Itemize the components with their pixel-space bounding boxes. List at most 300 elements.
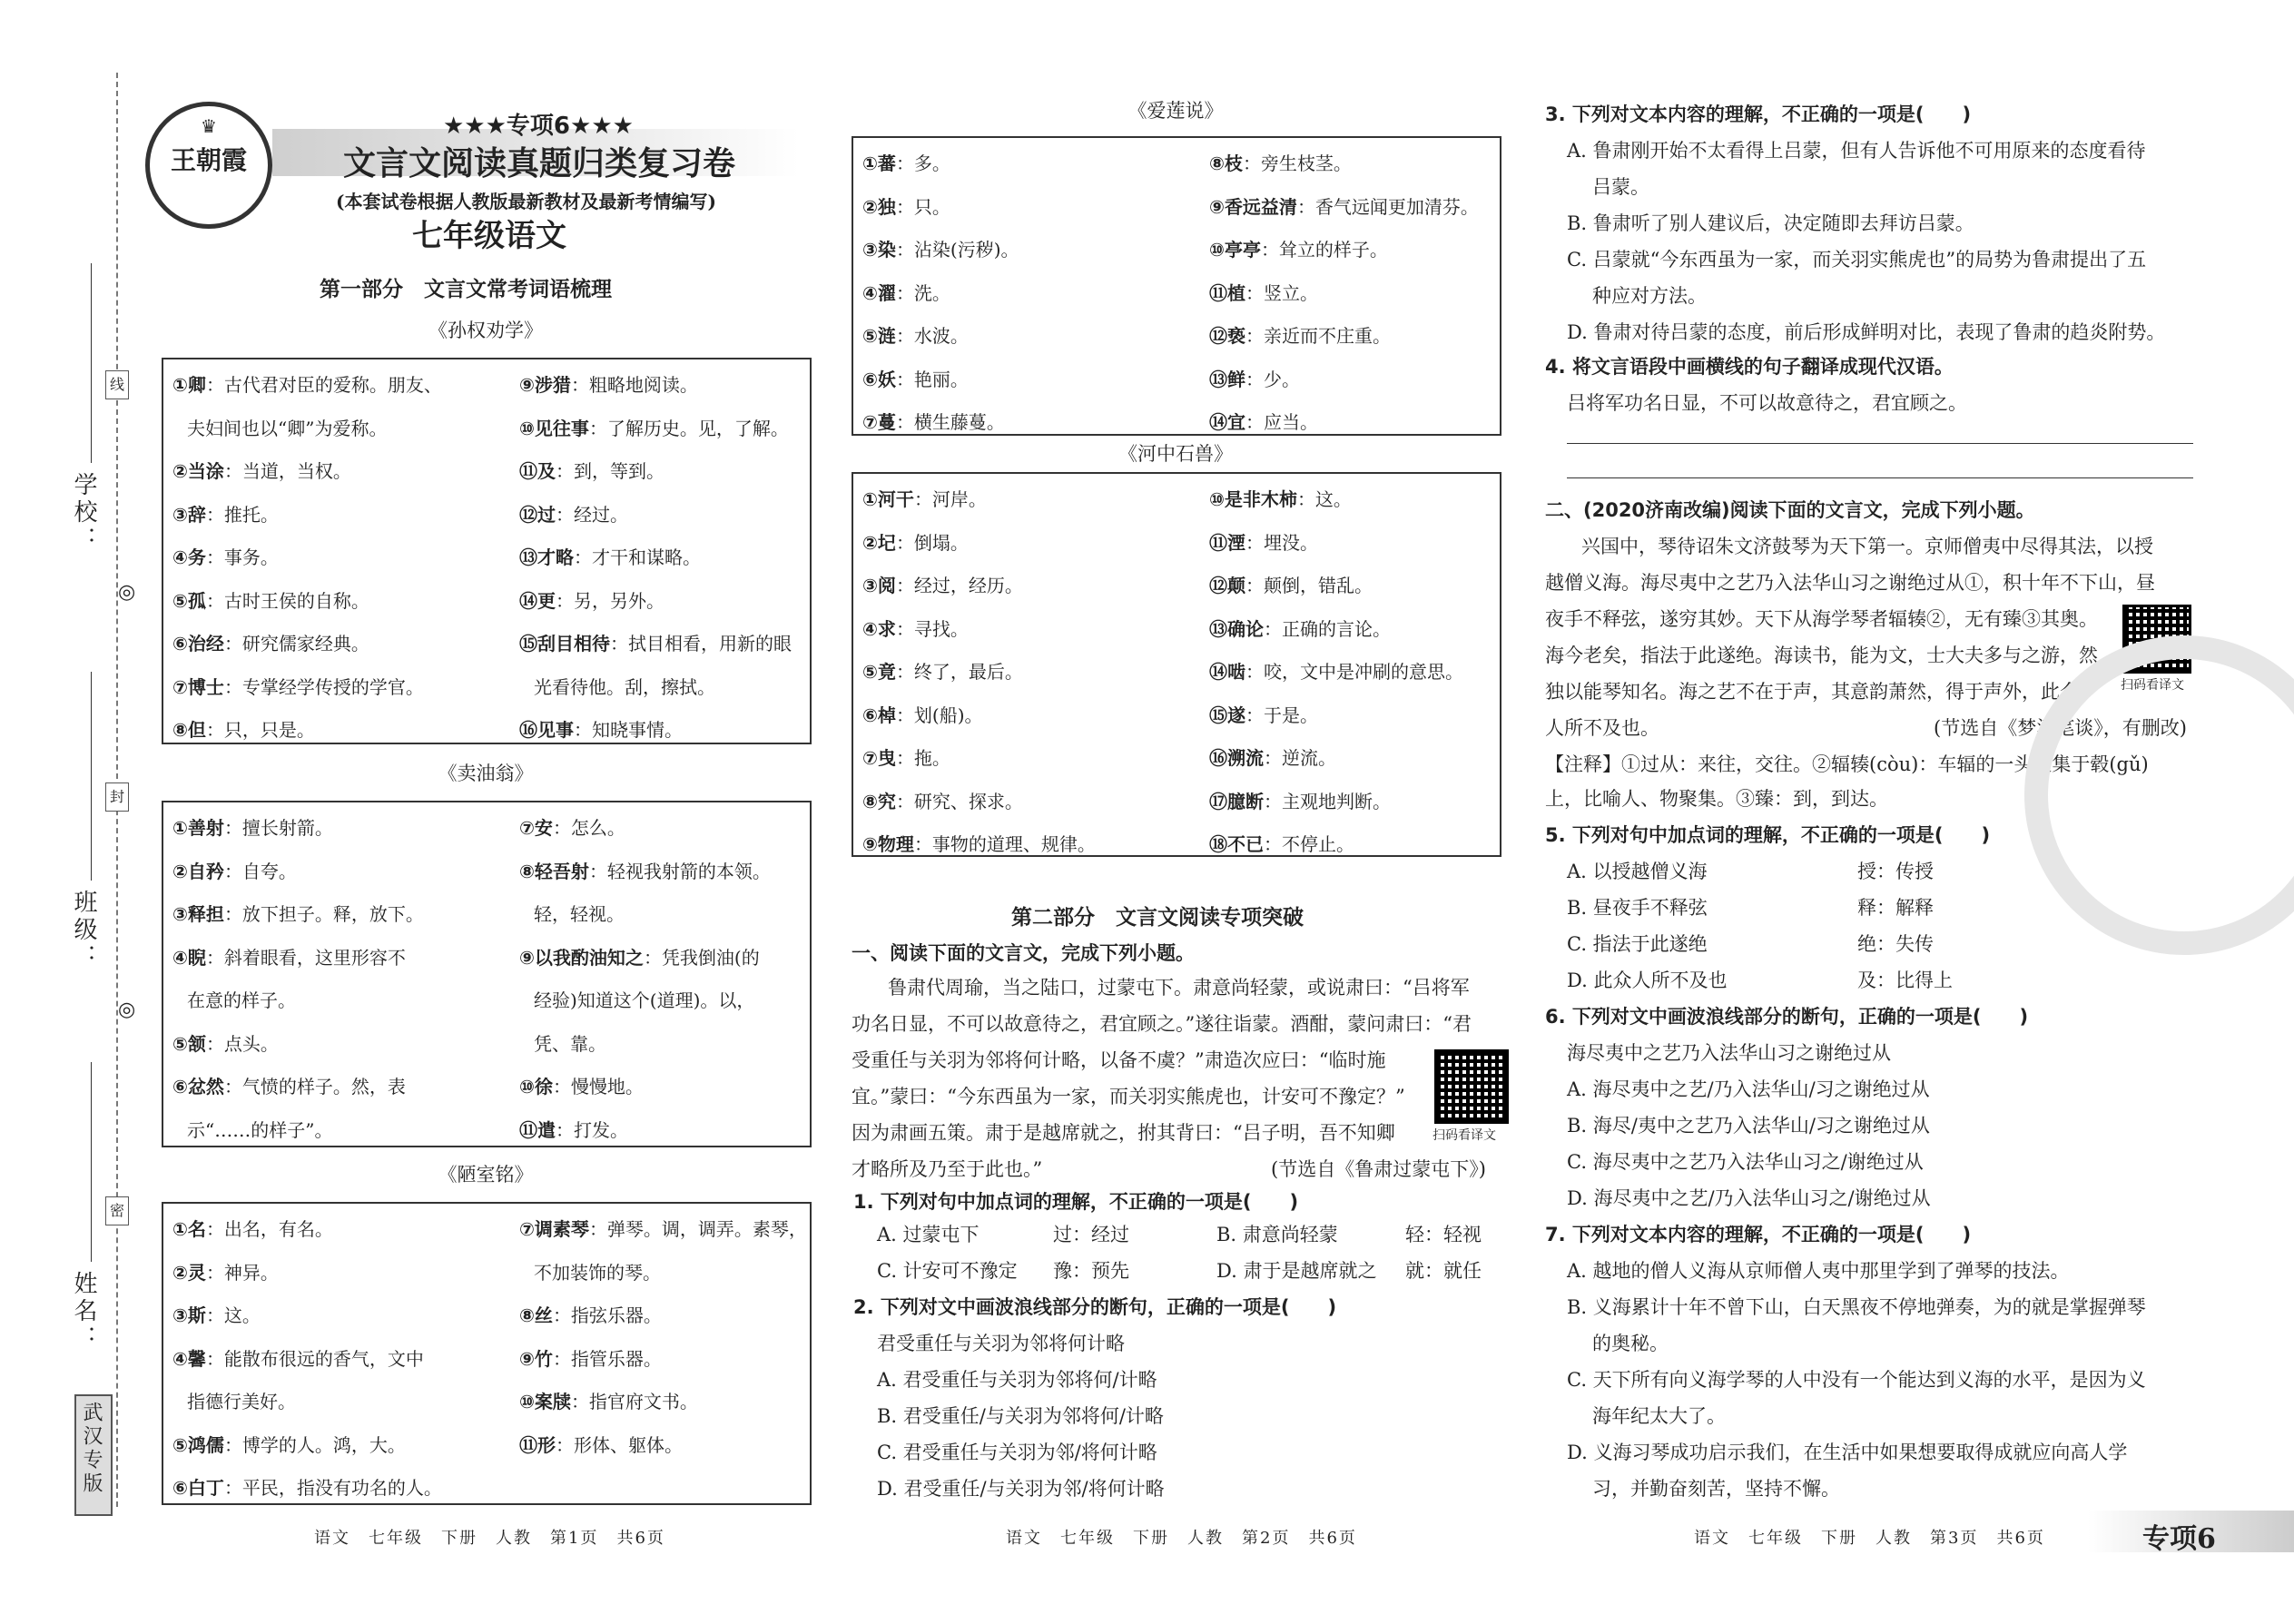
vocab-term: ④务 bbox=[172, 546, 206, 568]
vocab-definition: ：划(船)。 bbox=[895, 704, 983, 726]
part1-title: 第一部分 文言文常考词语梳理 bbox=[320, 278, 612, 301]
vocab-term: ⑦安 bbox=[519, 817, 553, 839]
vocab-term: ⑩亭亭 bbox=[1209, 239, 1261, 261]
q7-stem: 7. 下列对文本内容的理解，不正确的一项是( ) bbox=[1545, 1224, 1972, 1245]
vocab-term: ②灵 bbox=[172, 1261, 206, 1284]
vocab-entry bbox=[172, 370, 442, 397]
vocab-term: ⑫亵 bbox=[1209, 325, 1245, 347]
vocab-entry bbox=[519, 1344, 662, 1371]
option-text[interactable]: 吕蒙。 bbox=[1592, 176, 1649, 198]
vocab-term: ⑮刮目相待 bbox=[519, 633, 610, 655]
vocab-definition: ：形体、躯体。 bbox=[556, 1433, 683, 1456]
vocab-definition: ：到，等到。 bbox=[556, 460, 665, 482]
vocab-entry bbox=[172, 673, 424, 699]
vocab-definition: 光看待他。刮，擦拭。 bbox=[534, 675, 715, 698]
vocab-term: ⑪形 bbox=[519, 1433, 556, 1456]
vocab-term: ⑪遣 bbox=[519, 1118, 556, 1141]
vocab-definition: ：凭我倒油(的 bbox=[643, 946, 760, 969]
vocab-term: ③释担 bbox=[172, 903, 224, 925]
vocab-entry bbox=[172, 943, 406, 969]
text-line: 夜手不释弦，遂穷其妙。天下从海学琴者辐辏②，无有臻③其奥。 bbox=[1545, 608, 2098, 630]
page-title: 文言文阅读真题归类复习卷 bbox=[343, 145, 736, 182]
vocab-term: ③阅 bbox=[862, 575, 896, 596]
vocab-definition: ：经过。 bbox=[556, 503, 628, 526]
vocab-table-maiyouweng bbox=[162, 801, 812, 1147]
vocab-definition: 轻，轻视。 bbox=[534, 903, 625, 925]
vocab-term: ②当涂 bbox=[172, 460, 224, 482]
vocab-definition: ：埋没。 bbox=[1245, 531, 1318, 554]
vocab-entry bbox=[172, 1072, 406, 1098]
vocab-definition: ：沾染(污秽)。 bbox=[895, 239, 1019, 261]
vocab-term: ⑤孤 bbox=[172, 589, 206, 612]
vocab-entry bbox=[172, 1301, 261, 1327]
option-gloss[interactable]: 就：就任 bbox=[1405, 1260, 1482, 1282]
vocab-term: ⑭宜 bbox=[1209, 411, 1245, 433]
vocab-term: ⑥妖 bbox=[862, 368, 896, 390]
vocab-term: ⑪湮 bbox=[1209, 531, 1245, 554]
vocab-entry bbox=[172, 500, 279, 527]
option-text[interactable]: C. 海尽夷中之艺乃入法华山习之/谢绝过从 bbox=[1567, 1151, 1924, 1173]
option-text[interactable]: B. 君受重任/与关羽为邻将何/计略 bbox=[877, 1405, 1164, 1427]
section-title-hezhongshishou: 《河中石兽》 bbox=[1118, 443, 1233, 465]
vocab-definition: ：粗略地阅读。 bbox=[570, 374, 698, 396]
text-line: 功名日显，不可以故意待之，君宜顾之。”遂往诣蒙。酒酣，蒙问肃曰：“君 bbox=[852, 1013, 1472, 1035]
vocab-entry bbox=[862, 657, 1023, 684]
vocab-entry bbox=[172, 1473, 442, 1500]
vocab-definition: ：才干和谋略。 bbox=[574, 546, 701, 568]
option-text[interactable]: B. 肃意尚轻蒙 bbox=[1216, 1224, 1338, 1245]
text-line: 人所不及也。 bbox=[1545, 717, 1659, 739]
vocab-entry bbox=[519, 715, 683, 742]
vocab-definition: ：慢慢地。 bbox=[552, 1076, 644, 1097]
option-text[interactable]: C. 天下所有向义海学琴的人中没有一个能达到义海的水平，是因为义 bbox=[1567, 1369, 2146, 1391]
vocab-definition: ：指弦乐器。 bbox=[552, 1304, 662, 1326]
vocab-definition: ：多。 bbox=[895, 153, 950, 174]
vocab-definition: ：倒塌。 bbox=[895, 531, 969, 554]
vocab-term: ⑫过 bbox=[519, 503, 556, 526]
vocab-term: ⑦调素琴 bbox=[519, 1218, 589, 1240]
vocab-entry bbox=[862, 743, 950, 770]
vocab-table-sunquan bbox=[162, 358, 812, 744]
vocab-term: ⑩徐 bbox=[519, 1076, 553, 1097]
vocab-entry bbox=[862, 149, 950, 175]
vocab-definition: ：亲近而不庄重。 bbox=[1245, 325, 1391, 347]
vocab-term: ⑫颠 bbox=[1209, 575, 1245, 596]
option-text[interactable]: D. 君受重任/与关羽为邻/将何计略 bbox=[877, 1478, 1165, 1500]
vocab-definition: ：研究儒家经典。 bbox=[223, 633, 369, 655]
vocab-term: ④睨 bbox=[172, 946, 206, 969]
vocab-term: ⑨涉猎 bbox=[519, 374, 571, 396]
vocab-definition: ：气愤的样子。然，表 bbox=[223, 1076, 406, 1097]
vocab-term: ⑧轻吾射 bbox=[519, 860, 589, 882]
q2-sentence: 君受重任与关羽为邻将何计略 bbox=[877, 1333, 1125, 1354]
vocab-term: ⑭更 bbox=[519, 589, 556, 612]
option-text[interactable]: A. 过蒙屯下 bbox=[877, 1224, 980, 1245]
text-line: 因为肃画五策。肃于是越席就之，拊其背曰：“吕子明，吾不知卿 bbox=[852, 1122, 1395, 1144]
text-line: 海今老矣，指法于此遂绝。海读书，能为文，士大夫多与之游，然 bbox=[1545, 645, 2098, 666]
vocab-entry bbox=[172, 900, 424, 926]
option-text[interactable]: B. 鲁肃听了别人建议后，决定随即去拜访吕蒙。 bbox=[1567, 212, 1974, 234]
text-line: 越僧义海。海尽夷中之艺乃入法华山习之谢绝过从①，积十年不下山，昼 bbox=[1545, 572, 2155, 594]
vocab-definition: ：知晓事情。 bbox=[574, 719, 683, 741]
name-label: 姓名： bbox=[70, 1271, 97, 1353]
class-field[interactable] bbox=[91, 672, 92, 881]
vocab-definition: 凭、靠。 bbox=[534, 1032, 606, 1055]
option-gloss[interactable]: 轻：轻视 bbox=[1405, 1224, 1482, 1245]
vocab-term: ①名 bbox=[172, 1218, 206, 1240]
vocab-entry bbox=[172, 1258, 279, 1284]
vocab-entry bbox=[519, 457, 665, 483]
option-text[interactable]: B. 海尽/夷中之艺乃入法华山/习之谢绝过从 bbox=[1567, 1115, 1930, 1137]
vocab-entry bbox=[534, 986, 754, 1012]
vocab-entry bbox=[187, 414, 387, 440]
option-text[interactable]: A. 鲁肃刚开始不太看得上吕蒙，但有人告诉他不可用原来的态度看待 bbox=[1567, 140, 2146, 162]
vocab-entry bbox=[862, 235, 1019, 261]
vocab-entry bbox=[187, 986, 296, 1012]
vocab-entry bbox=[519, 543, 701, 569]
vocab-definition: ：专掌经学传授的学官。 bbox=[223, 675, 424, 698]
vocab-entry bbox=[519, 1116, 628, 1142]
vocab-term: ⑤涟 bbox=[862, 325, 896, 347]
badge-label: ★★★专项6★★★ bbox=[443, 113, 634, 140]
school-field[interactable] bbox=[91, 263, 92, 463]
q4-stem: 4. 将文言语段中画横线的句子翻译成现代汉语。 bbox=[1545, 356, 1954, 378]
vocab-definition: ：斜着眼看，这里形容不 bbox=[205, 946, 406, 969]
vocab-entry bbox=[1209, 235, 1388, 261]
vocab-term: ⑩是非木柿 bbox=[1209, 488, 1297, 510]
option-text[interactable]: C. 吕蒙就“今东西虽为一家，而关羽实熊虎也”的局势为鲁肃提出了五 bbox=[1567, 249, 2147, 271]
option-gloss[interactable]: 授：传授 bbox=[1857, 861, 1934, 882]
section2-heading: 二、(2020济南改编)阅读下面的文言文，完成下列小题。 bbox=[1545, 499, 2035, 521]
vocab-definition: ：应当。 bbox=[1245, 411, 1318, 433]
vocab-term: ⑩见往事 bbox=[519, 417, 589, 439]
vocab-entry bbox=[1209, 787, 1391, 813]
qr-code-icon[interactable] bbox=[1434, 1049, 1509, 1124]
vocab-definition: ：经过，经历。 bbox=[895, 575, 1023, 596]
text-line: 受重任与关羽为邻将何计略，以备不虞？”肃造次应曰：“临时施 bbox=[852, 1049, 1386, 1071]
school-label: 学校： bbox=[70, 472, 97, 554]
option-gloss[interactable]: 及：比得上 bbox=[1857, 969, 1953, 991]
vocab-term: ②自矜 bbox=[172, 860, 224, 882]
vocab-definition: ：只，只是。 bbox=[205, 719, 315, 741]
vocab-entry bbox=[519, 629, 792, 655]
option-text[interactable]: D. 海尽夷中之艺/乃入法华山习之/谢绝过从 bbox=[1567, 1187, 1931, 1209]
vocab-term: ⑦曳 bbox=[862, 747, 896, 769]
vocab-definition: ：水波。 bbox=[895, 325, 969, 347]
vocab-entry bbox=[862, 615, 969, 641]
vocab-entry bbox=[1209, 149, 1352, 175]
option-text[interactable]: B. 昼夜手不释弦 bbox=[1567, 897, 1708, 919]
vocab-definition: ：少。 bbox=[1245, 368, 1300, 390]
vocab-definition: 在意的样子。 bbox=[187, 989, 296, 1011]
vocab-entry bbox=[519, 1072, 644, 1098]
vocab-term: ⑥忿然 bbox=[172, 1076, 224, 1097]
answer-line[interactable] bbox=[1567, 477, 2193, 478]
vocab-entry bbox=[1209, 192, 1479, 219]
vocab-term: ⑥治经 bbox=[172, 633, 224, 655]
vocab-entry bbox=[862, 701, 983, 727]
q2-stem: 2. 下列对文中画波浪线部分的断句，正确的一项是( ) bbox=[853, 1296, 1337, 1318]
vocab-definition: ：指管乐器。 bbox=[552, 1347, 662, 1370]
vocab-term: ③染 bbox=[862, 239, 896, 261]
vocab-entry bbox=[519, 500, 628, 527]
vocab-entry bbox=[187, 1116, 332, 1142]
vocab-definition: ：只。 bbox=[895, 195, 950, 218]
vocab-term: ⑬才略 bbox=[519, 546, 574, 568]
vocab-table-ailianshuo bbox=[852, 136, 1501, 436]
option-gloss[interactable]: 过：经过 bbox=[1053, 1224, 1129, 1245]
vocab-entry bbox=[534, 1258, 661, 1284]
option-text[interactable]: 海年纪太大了。 bbox=[1592, 1405, 1726, 1427]
subtitle-note: (本套试卷根据人教版最新教材及最新考情编写) bbox=[336, 191, 716, 212]
vocab-definition: ：颠倒，错乱。 bbox=[1245, 575, 1373, 596]
option-gloss[interactable]: 释：解释 bbox=[1857, 897, 1934, 919]
vocab-entry bbox=[862, 787, 1023, 813]
crown-icon: ♛ bbox=[201, 115, 217, 137]
vocab-definition: ：神异。 bbox=[205, 1261, 279, 1284]
vocab-entry bbox=[172, 1029, 279, 1056]
vocab-table-loushiming bbox=[162, 1202, 812, 1505]
vocab-entry bbox=[862, 830, 1096, 856]
corner-tag: 专项6 bbox=[2088, 1511, 2294, 1552]
vocab-entry bbox=[862, 485, 987, 511]
vocab-term: ①蕃 bbox=[862, 153, 896, 174]
vocab-entry bbox=[862, 571, 1023, 597]
option-text[interactable]: 的奥秘。 bbox=[1592, 1333, 1669, 1354]
vocab-term: ⑨香远益清 bbox=[1209, 195, 1297, 218]
vocab-definition: 经验)知道这个(道理)。以， bbox=[534, 989, 755, 1011]
vocab-definition: ：耸立的样子。 bbox=[1260, 239, 1388, 261]
vocab-definition: ：出名，有名。 bbox=[205, 1218, 333, 1240]
vocab-entry bbox=[172, 813, 333, 840]
vocab-definition: ：博学的人。鸿，大。 bbox=[223, 1433, 406, 1456]
vocab-definition: ：逆流。 bbox=[1264, 747, 1336, 769]
vocab-entry bbox=[1209, 408, 1318, 434]
option-text[interactable]: 种应对方法。 bbox=[1592, 285, 1707, 307]
vocab-term: ①河干 bbox=[862, 488, 914, 510]
option-text[interactable]: B. 义海累计十年不曾下山，白天黑夜不停地弹奏，为的就是掌握弹琴 bbox=[1567, 1296, 2146, 1318]
vocab-term: ⑪及 bbox=[519, 460, 556, 482]
vocab-term: ④濯 bbox=[862, 281, 896, 304]
vocab-definition: ：研究、探求。 bbox=[895, 790, 1023, 812]
vocab-definition: ：于是。 bbox=[1245, 704, 1318, 726]
vocab-term: ⑰臆断 bbox=[1209, 790, 1264, 812]
class-label: 班级： bbox=[70, 890, 97, 971]
vocab-term: ②圮 bbox=[862, 531, 896, 554]
vocab-definition: ：咬，文中是冲刷的意思。 bbox=[1245, 661, 1463, 683]
option-text[interactable]: D. 鲁肃对待吕蒙的态度，前后形成鲜明对比，表现了鲁肃的趋炎附势。 bbox=[1567, 321, 2166, 343]
vocab-term: ③斯 bbox=[172, 1304, 206, 1326]
vocab-definition: ：古代君对臣的爱称。朋友、 bbox=[205, 374, 442, 396]
option-text[interactable]: C. 指法于此遂绝 bbox=[1567, 933, 1708, 955]
vocab-definition: ：平民，指没有功名的人。 bbox=[223, 1477, 442, 1499]
option-text[interactable]: A. 以授越僧义海 bbox=[1567, 861, 1708, 882]
vocab-term: ⑨物理 bbox=[862, 833, 914, 855]
vocab-term: ⑨以我酌油知之 bbox=[519, 946, 644, 969]
text-line: 独以能琴知名。海之艺不在于声，其意韵萧然，得于声外，此众 bbox=[1545, 681, 2079, 703]
option-gloss[interactable]: 绝：失传 bbox=[1857, 933, 1934, 955]
q1-stem: 1. 下列对句中加点词的理解，不正确的一项是( ) bbox=[853, 1191, 1299, 1213]
vocab-entry bbox=[534, 900, 625, 926]
vocab-definition: ：轻视我射箭的本领。 bbox=[588, 860, 771, 882]
vocab-entry bbox=[172, 586, 369, 613]
vocab-definition: ：事务。 bbox=[205, 546, 279, 568]
vocab-definition: ：洗。 bbox=[895, 281, 950, 304]
vocab-definition: ：放下担子。释，放下。 bbox=[223, 903, 424, 925]
vocab-definition: ：点头。 bbox=[205, 1032, 279, 1055]
vocab-entry bbox=[1209, 365, 1300, 391]
note-line: 【注释】①过从：来往，交往。②辐辏(còu)：车辐的一头聚集于毂(gǔ) bbox=[1545, 753, 2149, 775]
vocab-entry bbox=[1209, 528, 1318, 555]
option-text[interactable]: C. 计安可不豫定 bbox=[877, 1260, 1018, 1282]
vocab-entry bbox=[1209, 701, 1318, 727]
vocab-term: ⑧但 bbox=[172, 719, 206, 741]
qr-label: 扫码看译文 bbox=[1433, 1128, 1496, 1143]
vocab-term: ⑯溯流 bbox=[1209, 747, 1264, 769]
vocab-term: ⑤颔 bbox=[172, 1032, 206, 1055]
brand-logo: ♛ 王朝霞 bbox=[145, 102, 272, 229]
vocab-entry bbox=[862, 321, 969, 348]
vocab-term: ①善射 bbox=[172, 817, 224, 839]
vocab-definition: 指德行美好。 bbox=[187, 1391, 296, 1412]
vocab-definition: ：河岸。 bbox=[913, 488, 987, 510]
section-title-maiyouweng: 《卖油翁》 bbox=[438, 763, 534, 784]
seal-mark-feng: 封 bbox=[105, 782, 129, 812]
vocab-definition: ：拖。 bbox=[895, 747, 950, 769]
vocab-entry bbox=[519, 943, 760, 969]
option-text[interactable]: D. 义海习琴成功启示我们，在生活中如果想要取得成就应向高人学 bbox=[1567, 1442, 2128, 1463]
q3-stem: 3. 下列对文本内容的理解，不正确的一项是( ) bbox=[1545, 103, 1972, 125]
option-text[interactable]: C. 君受重任与关羽为邻/将何计略 bbox=[877, 1442, 1157, 1463]
vocab-term: ⑱不已 bbox=[1209, 833, 1264, 855]
vocab-definition: ：怎么。 bbox=[552, 817, 625, 839]
option-text[interactable]: A. 越地的僧人义海从京师僧人夷中那里学到了弹琴的技法。 bbox=[1567, 1260, 2070, 1282]
vocab-term: ③辞 bbox=[172, 503, 206, 526]
section-title-loushiming: 《陋室铭》 bbox=[438, 1164, 534, 1186]
vocab-entry bbox=[1209, 279, 1318, 305]
part2-title: 第二部分 文言文阅读专项突破 bbox=[1011, 906, 1304, 930]
vocab-entry bbox=[1209, 743, 1336, 770]
footer-page-3: 语文 七年级 下册 人教 第3页 共6页 bbox=[1694, 1529, 2045, 1548]
vocab-term: ⑯见事 bbox=[519, 719, 574, 741]
vocab-definition: ：打发。 bbox=[556, 1118, 628, 1141]
vocab-term: ⑥棹 bbox=[862, 704, 896, 726]
vocab-term: ①卿 bbox=[172, 374, 206, 396]
vocab-definition: ：弹琴。调，调弄。素琴， bbox=[588, 1218, 807, 1240]
vocab-entry bbox=[519, 1301, 662, 1327]
vocab-entry bbox=[172, 629, 369, 655]
option-text[interactable]: A. 君受重任与关羽为邻将何/计略 bbox=[877, 1369, 1157, 1391]
name-field[interactable] bbox=[91, 1062, 92, 1262]
vocab-entry bbox=[1209, 657, 1463, 684]
option-text[interactable]: D. 此众人所不及也 bbox=[1567, 969, 1728, 991]
qr-label: 扫码看译文 bbox=[2121, 678, 2184, 693]
answer-line[interactable] bbox=[1567, 443, 2193, 444]
section1-heading: 一、阅读下面的文言文，完成下列小题。 bbox=[852, 942, 1195, 964]
vocab-definition: ：不停止。 bbox=[1264, 833, 1354, 855]
vocab-entry bbox=[1209, 830, 1354, 856]
vocab-entry bbox=[172, 1215, 333, 1241]
vocab-term: ⑦博士 bbox=[172, 675, 224, 698]
q5-stem: 5. 下列对句中加点词的理解，不正确的一项是( ) bbox=[1545, 824, 1991, 846]
vocab-term: ⑮遂 bbox=[1209, 704, 1245, 726]
vocab-term: ⑧究 bbox=[862, 790, 896, 812]
vocab-entry bbox=[1209, 571, 1373, 597]
vocab-term: ⑪植 bbox=[1209, 281, 1245, 304]
vocab-entry bbox=[862, 408, 1005, 434]
vocab-term: ④求 bbox=[862, 617, 896, 640]
vocab-definition: ：了解历史。见，了解。 bbox=[588, 417, 789, 439]
vocab-entry bbox=[519, 414, 789, 440]
vocab-term: ⑬鲜 bbox=[1209, 368, 1245, 390]
seal-mark-xian: 线 bbox=[105, 370, 129, 399]
vocab-entry bbox=[172, 857, 297, 883]
section-title-sunquan: 《孙权劝学》 bbox=[428, 320, 543, 341]
vocab-definition: ：横生藤蔓。 bbox=[895, 411, 1005, 433]
vocab-definition: ：终了，最后。 bbox=[895, 661, 1023, 683]
vocab-term: ⑭啮 bbox=[1209, 661, 1245, 683]
vocab-definition: ：这。 bbox=[1296, 488, 1352, 510]
seal-mark-mi: 密 bbox=[105, 1196, 129, 1225]
vocab-term: ⑬确论 bbox=[1209, 617, 1264, 640]
vocab-entry bbox=[862, 192, 950, 219]
vocab-entry bbox=[172, 1344, 424, 1371]
footer-page-2: 语文 七年级 下册 人教 第2页 共6页 bbox=[1006, 1529, 1357, 1548]
option-gloss[interactable]: 豫：预先 bbox=[1053, 1260, 1129, 1282]
vocab-term: ⑥白丁 bbox=[172, 1477, 224, 1499]
vocab-term: ⑦蔓 bbox=[862, 411, 896, 433]
vocab-definition: ：竖立。 bbox=[1245, 281, 1318, 304]
vocab-entry bbox=[1209, 485, 1352, 511]
option-text[interactable]: A. 海尽夷中之艺/乃入法华山/习之谢绝过从 bbox=[1567, 1078, 1930, 1100]
text-line: 兴国中，琴待诏朱文济鼓琴为天下第一。京师僧夷中尽得其法，以授 bbox=[1581, 536, 2153, 557]
vocab-entry bbox=[519, 1215, 807, 1241]
vocab-definition: ：艳丽。 bbox=[895, 368, 969, 390]
vocab-term: ⑧枝 bbox=[1209, 153, 1243, 174]
vocab-definition: ：推托。 bbox=[205, 503, 279, 526]
q6-stem: 6. 下列对文中画波浪线部分的断句，正确的一项是( ) bbox=[1545, 1006, 2029, 1028]
vocab-definition: 示“……的样子”。 bbox=[187, 1118, 333, 1141]
vocab-definition: 夫妇间也以“卿”为爱称。 bbox=[187, 417, 388, 439]
vocab-term: ⑤竟 bbox=[862, 661, 896, 683]
vocab-entry bbox=[519, 370, 698, 397]
seal-circle-icon: ◎ bbox=[118, 581, 136, 604]
vocab-term: ⑤鸿儒 bbox=[172, 1433, 224, 1456]
section-title-ailianshuo: 《爱莲说》 bbox=[1127, 100, 1224, 122]
vocab-table-hezhongshishou bbox=[852, 472, 1501, 857]
vocab-entry bbox=[172, 1431, 406, 1457]
edition-badge: 武汉专版 bbox=[74, 1394, 113, 1516]
vocab-definition: ：正确的言论。 bbox=[1264, 617, 1391, 640]
vocab-entry bbox=[172, 543, 279, 569]
vocab-entry bbox=[862, 365, 969, 391]
vocab-term: ④馨 bbox=[172, 1347, 206, 1370]
vocab-definition: ：指官府文书。 bbox=[570, 1391, 698, 1412]
vocab-entry bbox=[1209, 615, 1391, 641]
vocab-entry bbox=[519, 586, 665, 613]
vocab-definition: ：旁生枝茎。 bbox=[1242, 153, 1352, 174]
option-text[interactable]: 习，并勤奋刻苦，坚持不懈。 bbox=[1592, 1478, 1840, 1500]
vocab-definition: ：擅长射箭。 bbox=[223, 817, 333, 839]
vocab-entry bbox=[519, 813, 625, 840]
vocab-entry bbox=[172, 457, 351, 483]
vocab-entry bbox=[862, 528, 969, 555]
option-text[interactable]: D. 肃于是越席就之 bbox=[1216, 1260, 1377, 1282]
vocab-definition: ：香气远闻更加清芬。 bbox=[1296, 195, 1479, 218]
vocab-definition: ：主观地判断。 bbox=[1264, 790, 1391, 812]
vocab-entry bbox=[172, 715, 315, 742]
vocab-definition: ：当道，当权。 bbox=[223, 460, 351, 482]
